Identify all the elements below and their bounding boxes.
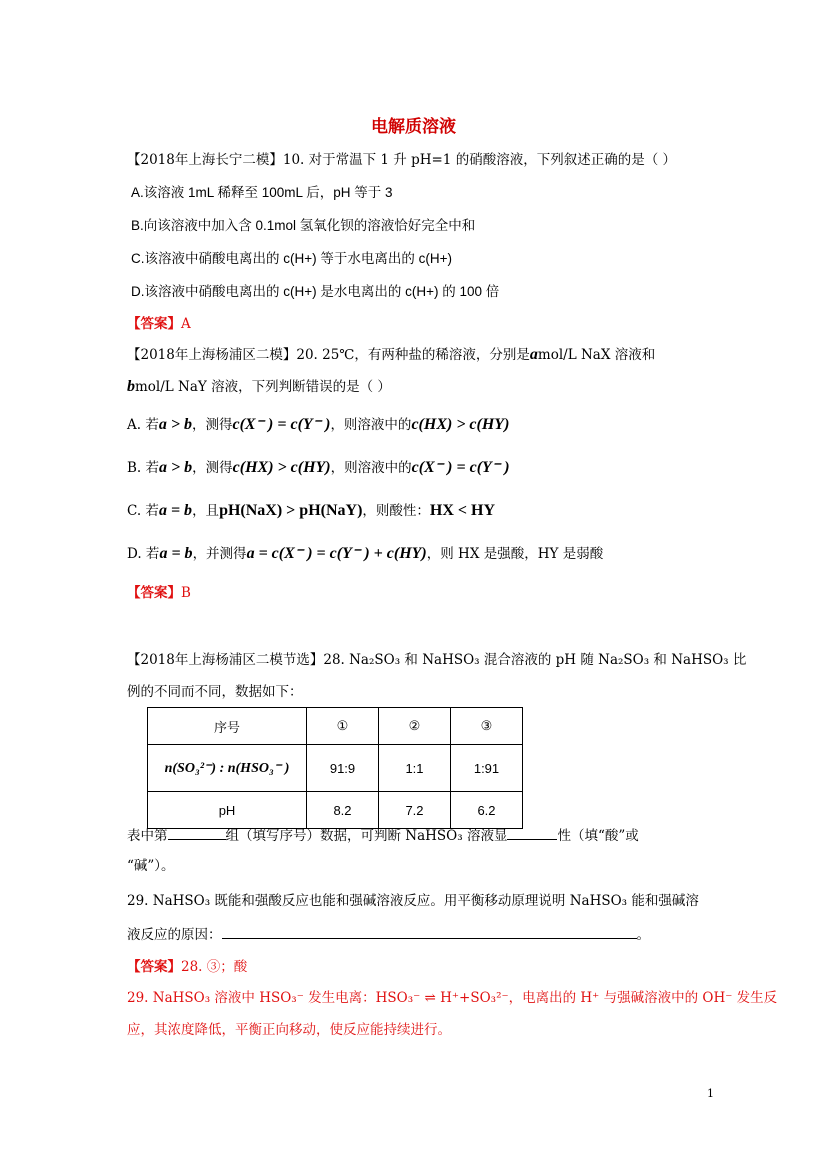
page-number: 1 — [707, 1087, 714, 1100]
table-cell: ② — [379, 708, 451, 745]
q1-option-a: A.该溶液 1mL 稀释至 100mL 后，pH 等于 3 — [131, 185, 393, 200]
q3-source: 【2018年上海杨浦区二模节选】 — [127, 652, 324, 668]
q2-stem-line2 — [127, 378, 391, 396]
table-cell: pH — [148, 792, 307, 829]
opt-tail: ，则溶液中的 — [330, 460, 412, 476]
answer-value: A — [181, 316, 191, 332]
q2-answer — [127, 584, 191, 602]
opt-conclusion: c(HX) > c(HY) — [411, 416, 510, 433]
opt-mid: ，且 — [192, 503, 220, 519]
answer-tag: 【答案】 — [127, 316, 181, 332]
q2-stem-part1: 20. 25℃，有两种盐的稀溶液，分别是 — [296, 347, 530, 363]
opt-conclusion: c(X⁻ ) = c(Y⁻ ) — [411, 459, 510, 476]
q2-option-b — [127, 459, 510, 477]
table-row — [148, 708, 523, 745]
opt-condition: a = b — [159, 545, 193, 562]
q2-option-d — [127, 545, 603, 563]
fill-text: 性（填“酸”或 — [557, 828, 639, 844]
opt-expression: a = c(X⁻ ) = c(Y⁻ ) + c(HY) — [246, 545, 427, 562]
opt-expression: c(X⁻ ) = c(Y⁻ ) — [232, 416, 331, 433]
opt-condition: a > b — [158, 416, 192, 433]
q28-fill-line2: “碱”）。 — [127, 858, 175, 874]
table-cell: ① — [307, 708, 379, 745]
table-cell: 6.2 — [451, 792, 523, 829]
q3-stem-line2: 例的不同而不同，数据如下： — [127, 684, 303, 700]
data-table — [147, 707, 523, 829]
fill-text: 表中第 — [127, 828, 168, 844]
q1-option-d: D.该溶液中硝酸电离出的 c(H+) 是水电离出的 c(H+) 的 100 倍 — [131, 284, 500, 299]
answer-value: B — [181, 585, 191, 601]
opt-condition: a > b — [159, 459, 193, 476]
fill-blank[interactable] — [507, 839, 557, 840]
q1-option-b: B.向该溶液中加入含 0.1mol 氢氧化钡的溶液恰好完全中和 — [131, 218, 476, 233]
table-cell: ③ — [451, 708, 523, 745]
table-cell: 8.2 — [307, 792, 379, 829]
q29-line1: 29. NaHSO₃ 既能和强酸反应也能和强碱溶液反应。用平衡移动原理说明 NaHSO₃ 能和强碱溶 — [127, 893, 699, 909]
table-cell: 1:1 — [379, 745, 451, 792]
q28-fill-line1 — [127, 827, 639, 845]
answer-value: 28. ③；酸 — [181, 959, 248, 975]
table-cell: 1:91 — [451, 745, 523, 792]
table-cell: 91:9 — [307, 745, 379, 792]
opt-mid: ，并测得 — [192, 546, 247, 562]
table-cell: 7.2 — [379, 792, 451, 829]
var-a: a — [529, 346, 538, 363]
opt-mid: ，测得 — [192, 460, 233, 476]
q1-answer — [127, 315, 191, 333]
answer-tag: 【答案】 — [127, 585, 181, 601]
page-title: 电解质溶液 — [371, 117, 456, 137]
q2-stem-part3: mol/L NaY 溶液，下列判断错误的是（ ） — [135, 379, 391, 395]
q1-option-c: C.该溶液中硝酸电离出的 c(H+) 等于水电离出的 c(H+) — [131, 251, 453, 266]
q2-option-c — [127, 502, 495, 520]
opt-condition: a = b — [158, 502, 193, 519]
q2-stem-line1 — [127, 346, 655, 364]
opt-expression: pH(NaX) > pH(NaY) — [219, 502, 363, 519]
opt-mid: ，测得 — [191, 417, 233, 433]
var-b: b — [127, 378, 135, 395]
q2-source: 【2018年上海杨浦区二模】 — [127, 347, 297, 363]
table-cell: 序号 — [148, 708, 307, 745]
q1-stem — [127, 151, 676, 169]
fill-text: 。 — [636, 927, 650, 943]
q1-source: 【2018年上海长宁二模】 — [127, 152, 283, 168]
q3-answer-29-line1: 29. NaHSO₃ 溶液中 HSO₃⁻ 发生电离：HSO₃⁻ ⇌ H⁺+SO₃²⁻，电离出的 H⁺ 与强碱溶液中的 OH⁻ 发生反 — [127, 990, 778, 1006]
q2-option-a — [127, 416, 509, 434]
opt-conclusion: HX < HY — [429, 502, 496, 519]
q1-stem-text: 10. 对于常温下 1 升 pH=1 的硝酸溶液，下列叙述正确的是（ ） — [282, 152, 676, 168]
fill-text: 组（填写序号）数据，可判断 NaHSO₃ 溶液显 — [225, 828, 508, 844]
opt-prefix: B. 若 — [127, 460, 160, 476]
opt-tail: ，则溶液中的 — [330, 417, 412, 433]
fill-blank[interactable] — [222, 938, 637, 939]
fill-blank[interactable] — [168, 839, 226, 840]
opt-prefix: C. 若 — [127, 503, 159, 519]
q2-stem-part2: mol/L NaX 溶液和 — [537, 347, 656, 363]
table-row — [148, 745, 523, 792]
opt-tail: ，则 HX 是强酸，HY 是弱酸 — [426, 546, 604, 562]
q3-stem-text: 28. Na₂SO₃ 和 NaHSO₃ 混合溶液的 pH 随 Na₂SO₃ 和 NaHSO₃ 比 — [323, 652, 747, 668]
q29-line2 — [127, 926, 650, 944]
opt-prefix: D. 若 — [127, 546, 160, 562]
table-row — [148, 792, 523, 829]
opt-expression: c(HX) > c(HY) — [232, 459, 331, 476]
q3-answer-29-line2: 应，其浓度降低，平衡正向移动，使反应能持续进行。 — [127, 1022, 451, 1038]
q3-answer-28 — [127, 958, 247, 976]
answer-tag: 【答案】 — [127, 959, 181, 975]
opt-prefix: A. 若 — [127, 417, 159, 433]
table-cell: n(SO₃²⁻) : n(HSO₃⁻ ) — [148, 745, 307, 792]
opt-tail: ，则酸性： — [362, 503, 430, 519]
fill-text: 液反应的原因： — [127, 927, 222, 943]
q3-stem-line1 — [127, 651, 746, 669]
